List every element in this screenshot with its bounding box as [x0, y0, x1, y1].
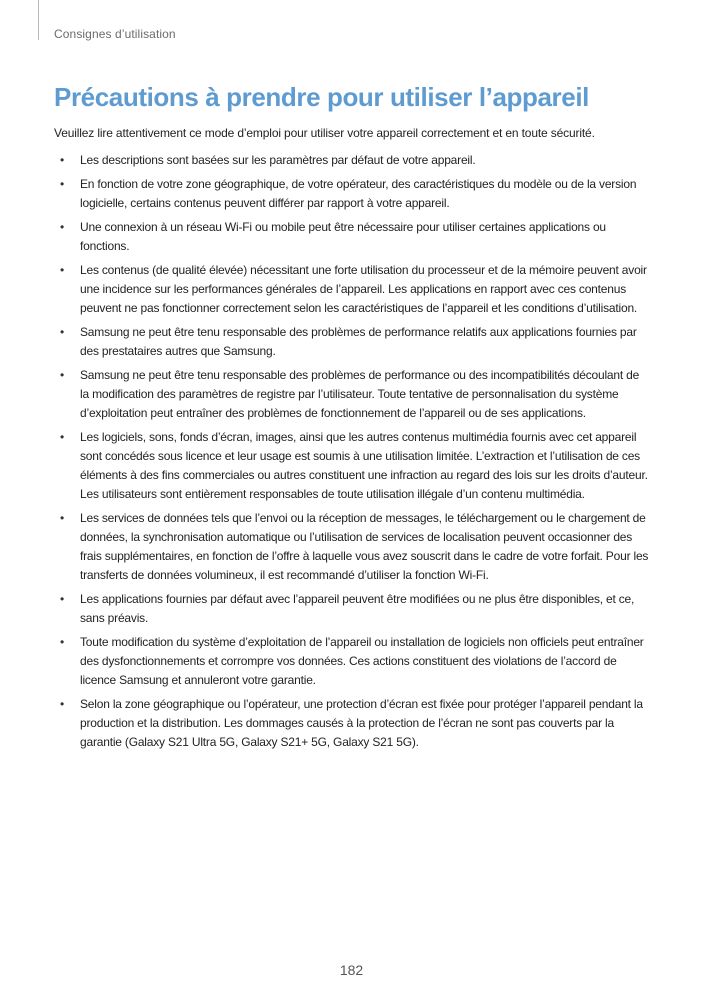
list-item: [54, 509, 651, 585]
page-title: Précautions à prendre pour utiliser l’appareil: [54, 82, 589, 112]
list-item: [54, 590, 651, 628]
list-item: [54, 695, 651, 752]
bullet-icon: •: [60, 592, 65, 606]
list-item: [54, 175, 651, 213]
bullet-icon: •: [60, 153, 65, 167]
list-item-text: Samsung ne peut être tenu responsable des problèmes de performance relatifs aux applications fournies par des prestataires autres que Samsung.: [80, 325, 637, 358]
section-header: Consignes d’utilisation: [54, 27, 176, 41]
list-item: [54, 151, 651, 170]
list-item-text: Les contenus (de qualité élevée) nécessitant une forte utilisation du processeur et de la mémoire peuvent avoir une incidence sur les performances générales de l’appareil. Les applications en rapport avec ces contenus peuvent ne pas fonctionner correctement selon les caractéristiques de l’appareil et les conditions d’utilisation.: [80, 263, 647, 315]
precautions-list: [54, 151, 651, 757]
bullet-icon: •: [60, 511, 65, 525]
bullet-icon: •: [60, 220, 65, 234]
list-item-text: Samsung ne peut être tenu responsable des problèmes de performance ou des incompatibilités découlant de la modification des paramètres de registre par l’utilisateur. Toute tentative de personnalisation du système d’exploitation peut entraîner des problèmes de fonctionnement de l’appareil ou de ses applications.: [80, 368, 640, 420]
list-item: [54, 218, 651, 256]
list-item-text: Les logiciels, sons, fonds d’écran, images, ainsi que les autres contenus multimédia fournis avec cet appareil sont concédés sous licence et leur usage est soumis à une utilisation limitée. L’extraction et l’utilisation de ces éléments à des fins commerciales ou autres constituent une infraction au regard des lois sur les droits d’auteur. Les utilisateurs sont entièrement responsables de toute utilisation illégale d’un contenu multimédia.: [80, 430, 648, 501]
bullet-icon: •: [60, 697, 65, 711]
bullet-icon: •: [60, 368, 65, 382]
list-item: [54, 633, 651, 690]
intro-paragraph: Veuillez lire attentivement ce mode d’emploi pour utiliser votre appareil correctement et en toute sécurité.: [54, 126, 595, 140]
list-item: [54, 428, 651, 504]
bullet-icon: •: [60, 635, 65, 649]
list-item-text: En fonction de votre zone géographique, de votre opérateur, des caractéristiques du modèle ou de la version logicielle, certains contenus peuvent différer par rapport à votre appareil.: [80, 177, 637, 210]
page-number: 182: [339, 962, 364, 978]
list-item-text: Toute modification du système d’exploitation de l’appareil ou installation de logiciels non officiels peut entraîner des dysfonctionnements et corrompre vos données. Ces actions constituent des violations de l’accord de licence Samsung et annuleront votre garantie.: [80, 635, 644, 687]
list-item-text: Selon la zone géographique ou l’opérateur, une protection d’écran est fixée pour protéger l’appareil pendant la production et la distribution. Les dommages causés à la protection de l’écran ne sont pas couverts par la garantie (Galaxy S21 Ultra 5G, Galaxy S21+ 5G, Galaxy S21 5G).: [80, 697, 643, 749]
list-item: [54, 323, 651, 361]
header-side-rule: [38, 0, 39, 40]
list-item-text: Une connexion à un réseau Wi-Fi ou mobile peut être nécessaire pour utiliser certaines applications ou fonctions.: [80, 220, 606, 253]
bullet-icon: •: [60, 263, 65, 277]
list-item-text: Les applications fournies par défaut avec l’appareil peuvent être modifiées ou ne plus être disponibles, et ce, sans préavis.: [80, 592, 635, 625]
list-item-text: Les services de données tels que l’envoi ou la réception de messages, le téléchargement ou le chargement de données, la synchronisation automatique ou l’utilisation de services de localisation peuvent occasionner des frais supplémentaires, en fonction de l’offre à laquelle vous avez souscrit dans le cadre de votre forfait. Pour les transferts de données volumineux, il est recommandé d’utiliser la fonction Wi-Fi.: [80, 511, 649, 582]
list-item-text: Les descriptions sont basées sur les paramètres par défaut de votre appareil.: [80, 153, 476, 167]
bullet-icon: •: [60, 430, 65, 444]
bullet-icon: •: [60, 177, 65, 191]
list-item: [54, 366, 651, 423]
bullet-icon: •: [60, 325, 65, 339]
list-item: [54, 261, 651, 318]
